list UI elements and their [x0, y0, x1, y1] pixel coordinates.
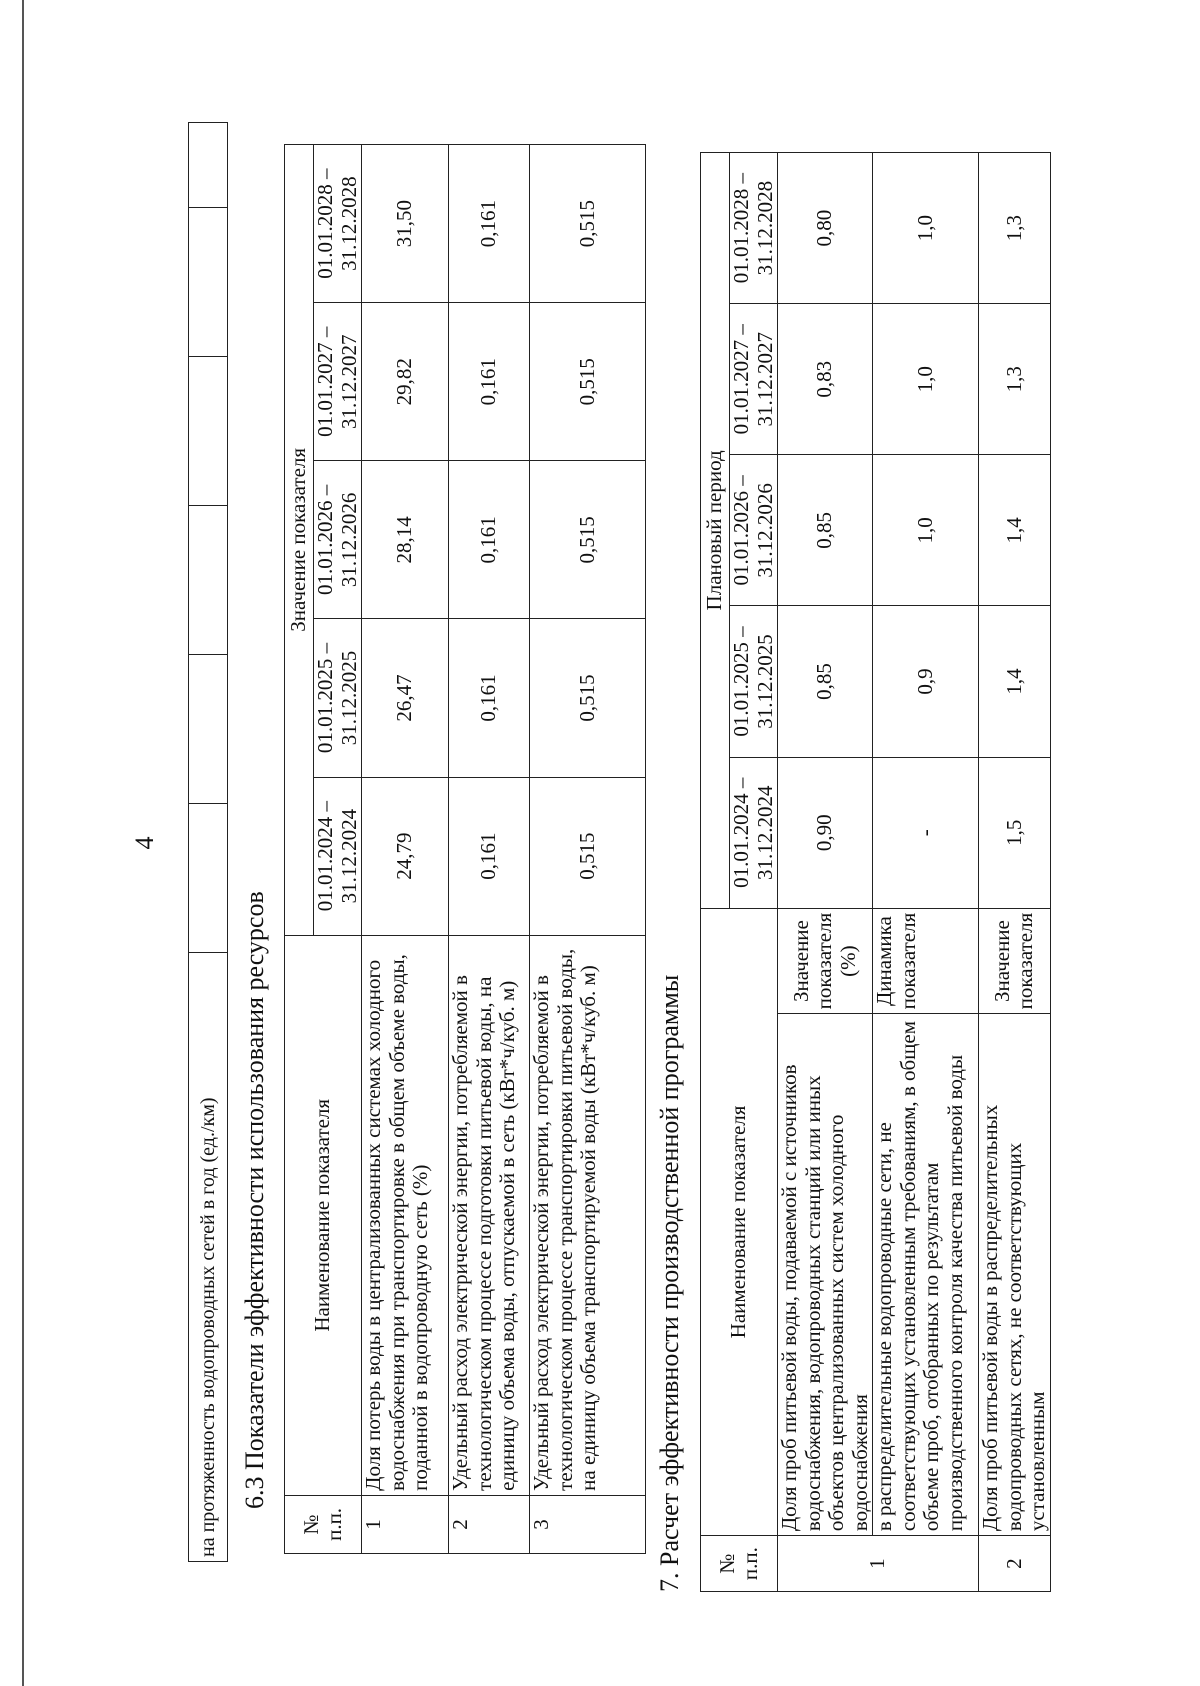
- table-row: [778, 153, 873, 1592]
- row-value: 0,515: [530, 777, 646, 935]
- row-value: 1,4: [979, 455, 1051, 606]
- table-cell: [189, 208, 228, 357]
- row-value: 0,161: [449, 619, 530, 777]
- header-name: Наименование показателя: [285, 935, 362, 1495]
- row-value: 24,79: [362, 777, 449, 935]
- row-value: 0,515: [530, 303, 646, 461]
- row-num: 2: [449, 1495, 530, 1553]
- table-row: [449, 145, 530, 1554]
- table-row: [873, 153, 979, 1592]
- program-efficiency-table: [700, 152, 1051, 1592]
- row-value: 0,515: [530, 145, 646, 303]
- header-period: 01.01.2024 – 31.12.2024: [730, 757, 778, 908]
- table-row: [979, 153, 1051, 1592]
- header-num: № п.п.: [701, 1536, 778, 1592]
- row-value: 0,9: [873, 606, 979, 757]
- table-row: [189, 123, 228, 1562]
- row-name: в распределительные водопроводные сети, не соответствующих установленным требованиям, в общем объеме проб, отобранных по результатам производственного контроля качества питьевой воды: [873, 1014, 979, 1536]
- row-num: 1: [362, 1495, 449, 1553]
- table-cell: [189, 506, 228, 655]
- header-period: 01.01.2028 – 31.12.2028: [314, 145, 362, 303]
- row-value: 28,14: [362, 461, 449, 619]
- row-value: 0,80: [778, 153, 873, 304]
- table-cell-label: на протяженность водопроводных сетей в год (ед./км): [189, 953, 228, 1562]
- row-name: Удельный расход электрической энергии, потребляемой в технологическом процессе подготовки питьевой воды, на единицу объема воды, отпускаемой в сеть (кВт*ч/куб. м): [449, 935, 530, 1495]
- header-num: № п.п.: [285, 1495, 362, 1553]
- row-value: 0,161: [449, 303, 530, 461]
- header-name: Наименование показателя: [701, 908, 778, 1535]
- header-period: 01.01.2027 – 31.12.2027: [314, 303, 362, 461]
- row-value: 1,0: [873, 304, 979, 455]
- row-value: 0,515: [530, 619, 646, 777]
- header-period: 01.01.2025 – 31.12.2025: [730, 606, 778, 757]
- row-value: 1,3: [979, 153, 1051, 304]
- row-value: 29,82: [362, 303, 449, 461]
- row-num: 2: [979, 1536, 1051, 1592]
- table-cell: [189, 804, 228, 953]
- header-period: 01.01.2024 – 31.12.2024: [314, 777, 362, 935]
- row-value: -: [873, 757, 979, 908]
- table-cell: [189, 123, 228, 208]
- row-value: 0,85: [778, 606, 873, 757]
- row-value: 1,4: [979, 606, 1051, 757]
- row-subheader: Значение показателя (%): [778, 908, 873, 1014]
- row-value: 0,83: [778, 304, 873, 455]
- table-cell: [189, 655, 228, 804]
- row-value: 1,0: [873, 455, 979, 606]
- row-value: 26,47: [362, 619, 449, 777]
- header-period: 01.01.2027 – 31.12.2027: [730, 304, 778, 455]
- row-value: 1,0: [873, 153, 979, 304]
- table-row: [530, 145, 646, 1554]
- row-num: 1: [778, 1536, 979, 1592]
- header-plan: Плановый период: [701, 153, 730, 909]
- row-value: 0,161: [449, 461, 530, 619]
- header-value: Значение показателя: [285, 145, 314, 936]
- row-name: Доля потерь воды в централизованных системах холодного водоснабжения при транспортировке в общем объеме воды, поданной в водопроводную сеть (%): [362, 935, 449, 1495]
- table-header-row: [701, 153, 730, 1592]
- row-value: 0,161: [449, 145, 530, 303]
- table-cell: [189, 357, 228, 506]
- row-value: 1,3: [979, 304, 1051, 455]
- row-value: 1,5: [979, 757, 1051, 908]
- row-name: Доля проб питьевой воды, подаваемой с источников водоснабжения, водопроводных станций или иных объектов централизованных систем холодного водоснабжения: [778, 1014, 873, 1536]
- row-value: 0,90: [778, 757, 873, 908]
- row-name: Удельный расход электрической энергии, потребляемой в технологическом процессе транспортировки питьевой воды, на единицу объема транспортируемой воды (кВт*ч/куб. м): [530, 935, 646, 1495]
- row-subheader: Значение показателя: [979, 908, 1051, 1014]
- row-value: 0,515: [530, 461, 646, 619]
- page-number: 4: [130, 836, 159, 850]
- row-name: Доля проб питьевой воды в распределительных водопроводных сетях, не соответствующих установленным: [979, 1014, 1051, 1536]
- row-value: 0,161: [449, 777, 530, 935]
- row-num: 3: [530, 1495, 646, 1553]
- header-period: 01.01.2026 – 31.12.2026: [730, 455, 778, 606]
- row-value: 31,50: [362, 145, 449, 303]
- table-row: [362, 145, 449, 1554]
- section-title-6-3: 6.3 Показатели эффективности использования ресурсов: [240, 891, 269, 1509]
- row-subheader: Динамика показателя: [873, 908, 979, 1014]
- header-period: 01.01.2026 – 31.12.2026: [314, 461, 362, 619]
- header-period: 01.01.2025 – 31.12.2025: [314, 619, 362, 777]
- row-value: 0,85: [778, 455, 873, 606]
- header-period: 01.01.2028 – 31.12.2028: [730, 153, 778, 304]
- continued-table-fragment: [188, 122, 228, 1562]
- table-header-row: [285, 145, 314, 1554]
- resources-efficiency-table: [284, 144, 646, 1554]
- section-title-7: 7. Расчет эффективности производственной программы: [655, 974, 684, 1592]
